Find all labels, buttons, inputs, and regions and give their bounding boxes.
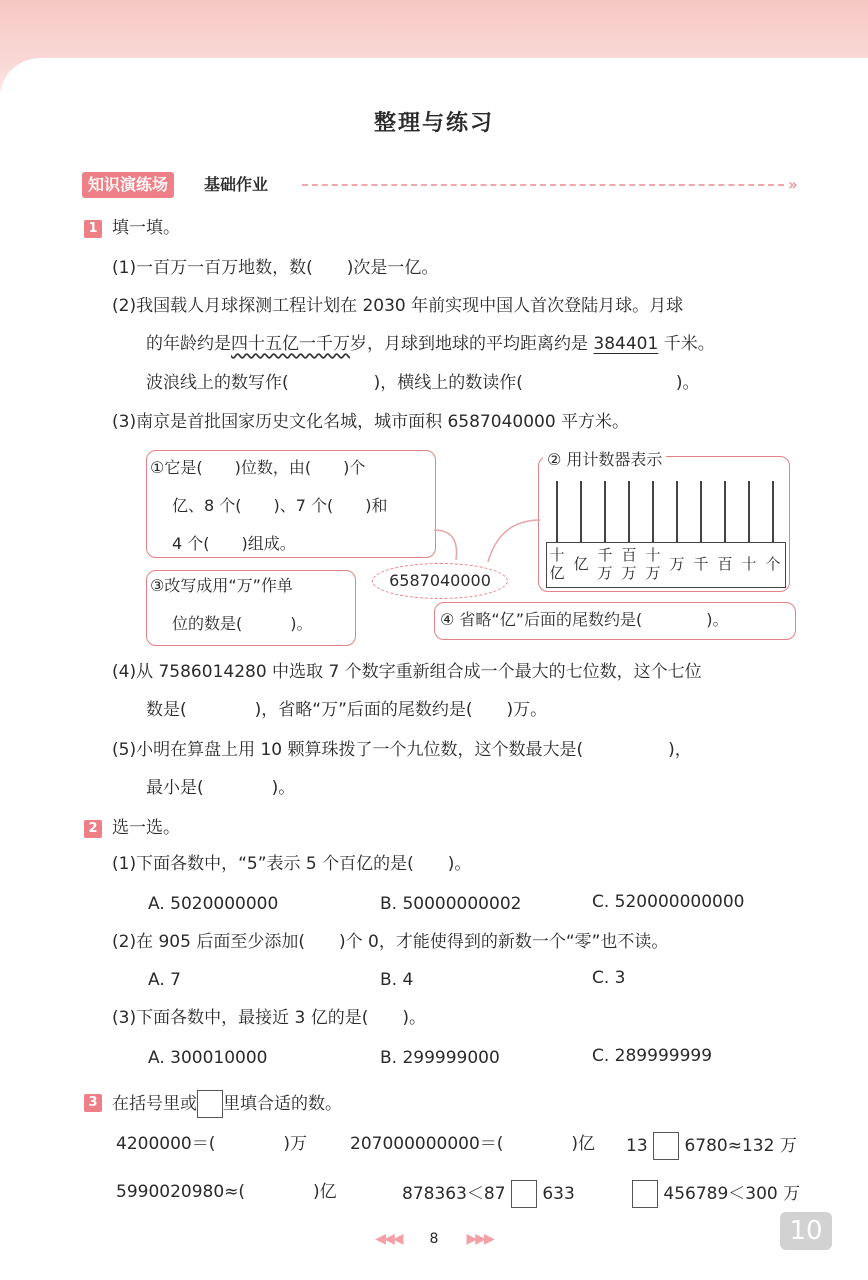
q1-part-2-line-3: 波浪线上的数写作( )，横线上的数读作( )。	[146, 373, 700, 393]
q1-part-2-line-2	[146, 332, 715, 356]
q2-part-3-option-c: C. 289999999	[592, 1046, 713, 1066]
abacus-label: 万	[669, 555, 685, 573]
q2-part-2-option-b: B. 4	[380, 970, 414, 990]
q2-part-3: (3)下面各数中，最接近 3 亿的是( )。	[112, 1008, 426, 1028]
section-tag: 知识演练场	[82, 172, 174, 198]
q3-item-4: 5990020980≈( )亿	[116, 1182, 337, 1202]
page-number	[0, 1228, 868, 1248]
box-4-text: ④ 省略“亿”后面的尾数约是( )。	[440, 610, 729, 629]
q2-part-1-option-c: C. 520000000000	[592, 892, 745, 912]
q2-part-1: (1)下面各数中，“5”表示 5 个百亿的是( )。	[112, 854, 472, 874]
text-fragment: 13	[626, 1136, 648, 1156]
abacus-rod	[580, 481, 582, 543]
q3-item-5	[402, 1180, 575, 1208]
abacus-label: 十	[741, 555, 757, 573]
abacus-rod	[604, 481, 606, 543]
abacus-rod	[748, 481, 750, 543]
q2-part-1-option-b: B. 50000000002	[380, 894, 522, 914]
q3-item-1: 4200000＝( )万	[116, 1134, 307, 1154]
mind-map-connectors	[420, 500, 560, 570]
abacus-label: 千万	[597, 546, 613, 582]
text-fragment: 456789＜300 万	[663, 1184, 801, 1204]
box-1-line-1: ①它是( )位数，由( )个	[150, 458, 366, 477]
text-fragment: 633	[542, 1184, 575, 1204]
wavy-underlined-number: 四十五亿一千万	[231, 334, 350, 354]
question-number-2: 2	[84, 820, 102, 838]
q1-part-4-line-2: 数是( )，省略“万”后面的尾数约是( )万。	[146, 700, 548, 720]
text-fragment: 878363＜87	[402, 1184, 506, 1204]
answer-box[interactable]	[653, 1132, 679, 1160]
box-3-line-2: 位的数是( )。	[172, 614, 313, 633]
abacus-rod	[628, 481, 630, 543]
q2-part-3-option-a: A. 300010000	[148, 1048, 268, 1068]
q1-part-2-line-1: (2)我国载人月球探测工程计划在 2030 年前实现中国人首次登陆月球。月球	[112, 296, 684, 316]
q2-part-1-option-a: A. 5020000000	[148, 894, 279, 914]
q1-heading: 填一填。	[112, 218, 180, 238]
question-number-1: 1	[84, 220, 102, 238]
q1-part-3: (3)南京是首批国家历史文化名城，城市面积 6587040000 平方米。	[112, 412, 630, 432]
abacus-rod	[700, 481, 702, 543]
abacus-rod	[652, 481, 654, 543]
box-2-title: ② 用计数器表示	[543, 448, 666, 472]
underlined-number: 384401	[593, 334, 659, 354]
text-fragment: 在括号里或	[112, 1094, 197, 1114]
q3-item-3	[626, 1132, 797, 1160]
q2-part-2-option-a: A. 7	[148, 970, 181, 990]
box-3-line-1: ③改写成用“万”作单	[150, 576, 293, 595]
q1-part-5-line-2: 最小是( )。	[146, 778, 296, 798]
text-fragment: 里填合适的数。	[223, 1094, 342, 1114]
q2-part-2: (2)在 905 后面至少添加( )个 0，才能使得到的新数一个“零”也不读。	[112, 932, 669, 952]
q1-part-4-line-1: (4)从 7586014280 中选取 7 个数字重新组合成一个最大的七位数，这个七位	[112, 662, 702, 682]
abacus-rod	[724, 481, 726, 543]
abacus-rod	[676, 481, 678, 543]
answer-box[interactable]	[197, 1090, 223, 1118]
right-arrows-icon: ▶▶▶	[466, 1231, 493, 1247]
abacus-label: 十万	[645, 546, 661, 582]
section-divider	[302, 184, 784, 186]
abacus-label: 十亿	[549, 546, 565, 582]
page-title: 整理与练习	[373, 111, 494, 136]
text-fragment: 千米。	[658, 334, 715, 354]
left-arrows-icon: ◀◀◀	[375, 1231, 402, 1247]
text-fragment: 的年龄约是	[146, 334, 231, 354]
q3-heading	[112, 1090, 342, 1118]
center-number: 6587040000	[372, 563, 508, 599]
q3-item-6	[632, 1180, 800, 1208]
text-fragment: 6780≈132 万	[684, 1136, 797, 1156]
q2-part-2-option-c: C. 3	[592, 968, 626, 988]
abacus-label: 百万	[621, 546, 637, 582]
box-1-line-2: 亿、8 个( )、7 个( )和	[172, 496, 388, 515]
q1-part-1: (1)一百万一百万地数，数( )次是一亿。	[112, 258, 439, 278]
abacus-label: 千	[693, 555, 709, 573]
q2-part-3-option-b: B. 299999000	[380, 1048, 500, 1068]
abacus-label: 亿	[573, 555, 589, 573]
answer-box[interactable]	[632, 1180, 658, 1208]
page-number-text: 8	[429, 1231, 439, 1247]
abacus-rod	[772, 481, 774, 543]
box-1-line-3: 4 个( )组成。	[172, 534, 296, 553]
abacus-label: 百	[717, 555, 733, 573]
q1-part-5-line-1: (5)小明在算盘上用 10 颗算珠拨了一个九位数，这个数最大是( )，	[112, 740, 692, 760]
page-badge: 10	[780, 1212, 832, 1250]
abacus-label: 个	[765, 555, 781, 573]
q2-heading: 选一选。	[112, 818, 180, 838]
answer-box[interactable]	[511, 1180, 537, 1208]
section-subtitle: 基础作业	[204, 175, 269, 194]
text-fragment: 岁，月球到地球的平均距离约是	[350, 334, 594, 354]
q3-item-2: 207000000000＝( )亿	[350, 1134, 596, 1154]
question-number-3: 3	[84, 1094, 102, 1112]
chevron-right-icon: »	[788, 175, 798, 194]
